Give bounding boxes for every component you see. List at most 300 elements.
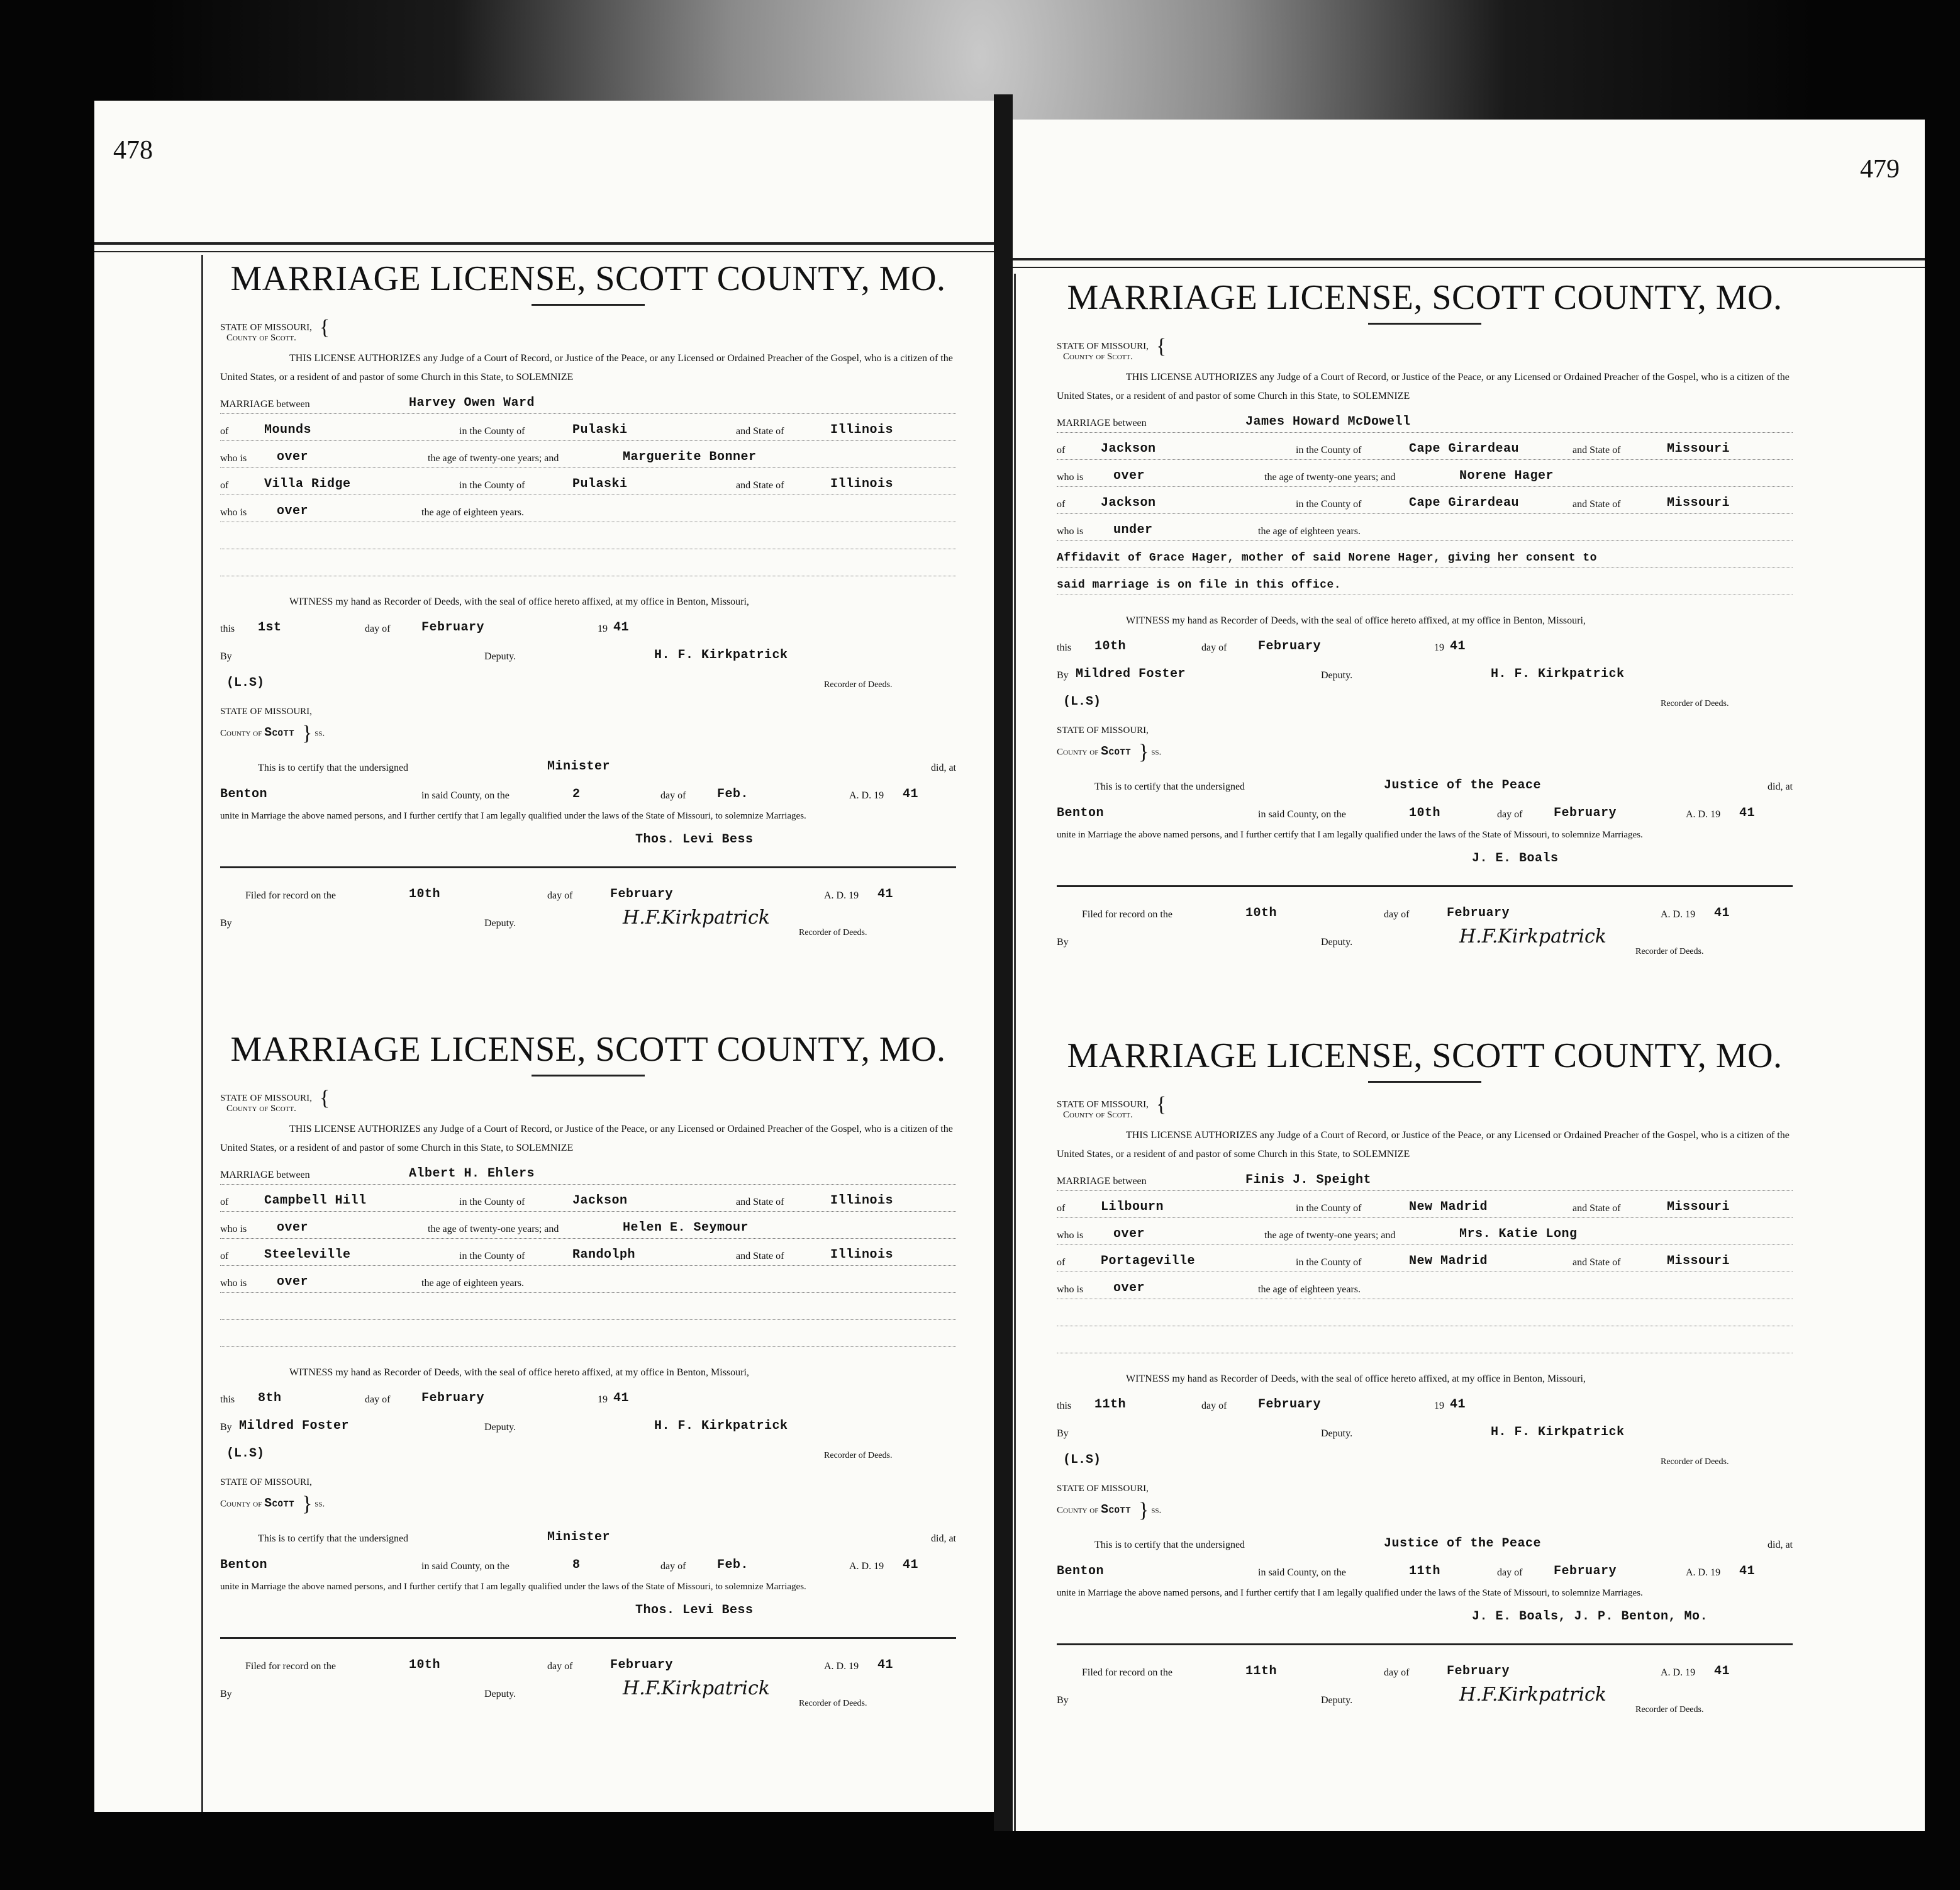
license-title: MARRIAGE LICENSE, SCOTT COUNTY, MO. [230, 1030, 946, 1069]
filed-label: Filed for record on the [1082, 909, 1172, 920]
recorder-signature-row [1057, 1416, 1793, 1444]
of-label: of [1057, 445, 1066, 456]
issue-date-row [220, 1382, 956, 1410]
seal-mark: (L.S) [1063, 1453, 1101, 1467]
brace-icon: { [319, 316, 330, 339]
unite-text: unite in Marriage the above named persons, and I further certify that I am legally qualified under the laws of the State of Missouri, to solemnize Marriages. [220, 811, 806, 821]
brace-icon: } [1139, 741, 1149, 764]
seal-mark: (L.S) [1063, 695, 1101, 709]
this-label: this [1057, 1401, 1072, 1411]
filed-day: 10th [409, 1658, 441, 1672]
filed-label: Filed for record on the [1082, 1667, 1172, 1678]
by-label: By [1057, 670, 1069, 681]
bride-age: over [277, 1275, 309, 1289]
unite-text: unite in Marriage the above named persons, and I further certify that I am legally qualified under the laws of the State of Missouri, to solemnize Marriages. [1057, 1588, 1643, 1598]
deputy-label: Deputy. [484, 651, 516, 662]
issued-day: 10th [1094, 639, 1127, 654]
of-label: of [220, 1251, 229, 1261]
who-is-label: who is [220, 507, 247, 518]
seal-mark: (L.S) [226, 1446, 265, 1461]
day-of-label: day of [1384, 909, 1410, 920]
state-of-label: and State of [1573, 499, 1621, 510]
note-text-1: Affidavit of Grace Hager, mother of said Norene Hager, giving her consent to [1057, 552, 1597, 564]
groom-town: Jackson [1101, 442, 1156, 456]
groom-age: over [277, 450, 309, 464]
officiant-name: J. E. Boals [1472, 851, 1559, 866]
license-title: MARRIAGE LICENSE, SCOTT COUNTY, MO. [1067, 1036, 1783, 1075]
note-line-2 [220, 1321, 956, 1347]
issued-month: February [421, 1391, 485, 1406]
certify-row [1057, 769, 1793, 797]
recorder-handwritten-signature: H.F.Kirkpatrick [1459, 1684, 1606, 1706]
bride-town: Jackson [1101, 496, 1156, 510]
by-label: By [220, 1422, 232, 1433]
married-day: 2 [572, 787, 581, 802]
issued-month: February [1258, 1397, 1322, 1412]
section-divider [220, 866, 956, 868]
groom-state: Illinois [830, 1194, 894, 1208]
married-month: Feb. [717, 787, 749, 802]
bride-name: Marguerite Bonner [623, 450, 757, 464]
groom-residence-row [220, 1186, 956, 1212]
of-label: of [1057, 1203, 1066, 1214]
state-label: STATE OF MISSOURI, [220, 707, 312, 717]
day-of-label: day of [1497, 809, 1523, 820]
county-of-label: in the County of [459, 426, 525, 437]
filed-year: 41 [877, 887, 894, 902]
state-label: STATE OF MISSOURI, [1057, 341, 1149, 352]
county-of-label: County of [220, 1499, 262, 1509]
groom-residence-row [1057, 1192, 1793, 1218]
groom-residence-row [1057, 434, 1793, 460]
certificate-heading [220, 707, 956, 744]
did-at-label: did, at [1768, 1540, 1793, 1550]
certificate-heading [1057, 1484, 1793, 1521]
year-prefix: 19 [1434, 1401, 1444, 1411]
officiant-title: Minister [547, 759, 611, 774]
note-line-2 [220, 551, 956, 576]
bride-town: Villa Ridge [264, 477, 351, 491]
license-record [220, 1030, 956, 1708]
county-of-label: in the County of [459, 1251, 525, 1261]
groom-age-row [1057, 461, 1793, 487]
filed-year: 41 [1714, 1664, 1730, 1679]
officiant-name: Thos. Levi Bess [635, 832, 754, 847]
deputy-label: Deputy. [1321, 670, 1353, 681]
groom-county: Jackson [572, 1194, 628, 1208]
issued-year: 41 [613, 1391, 630, 1406]
license-record [1057, 278, 1793, 956]
year-prefix: 19 [1434, 642, 1444, 653]
recorder-signature-row [1057, 658, 1793, 686]
issued-day: 11th [1094, 1397, 1127, 1412]
state-label: STATE OF MISSOURI, [1057, 1099, 1149, 1110]
filed-row [1057, 1655, 1793, 1683]
county-of-label: County of [220, 728, 262, 739]
filed-signature-row [1057, 1683, 1793, 1714]
recorder-name: H. F. Kirkpatrick [1491, 667, 1625, 681]
title-underline [532, 1075, 645, 1076]
by-label: By [220, 1689, 232, 1699]
title-underline [1368, 323, 1481, 325]
groom-town: Campbell Hill [264, 1194, 367, 1208]
day-of-label: day of [365, 623, 391, 634]
county-of-label: in the County of [1296, 1203, 1362, 1214]
groom-state: Illinois [830, 423, 894, 437]
married-year: 41 [903, 1558, 919, 1572]
marriage-date-row [220, 1549, 956, 1577]
marriage-date-row [1057, 1555, 1793, 1583]
certify-label: This is to certify that the undersigned [1094, 781, 1245, 792]
bride-residence-row [220, 1240, 956, 1266]
left-page [94, 101, 994, 1812]
state-label: STATE OF MISSOURI, [220, 1477, 312, 1487]
right-page [1013, 120, 1925, 1831]
groom-county: New Madrid [1409, 1200, 1488, 1214]
deputy-label: Deputy. [484, 1422, 516, 1433]
bride-age: over [277, 504, 309, 518]
note-line-1 [220, 523, 956, 549]
marriage-between-row [220, 388, 956, 414]
note-line-1 [1057, 542, 1793, 568]
county-label: County of Scott. [1063, 352, 1133, 362]
header-rule [94, 242, 994, 252]
deputy-label: Deputy. [484, 918, 516, 929]
bride-age-row [220, 496, 956, 522]
bride-residence-row [1057, 1246, 1793, 1272]
marriage-between-label: MARRIAGE between [220, 1170, 310, 1180]
seal-row [1057, 686, 1793, 713]
license-authorization-text: THIS LICENSE AUTHORIZES any Judge of a Court of Record, or Justice of the Peace, or any Licensed or Ordained Preacher of the Gospel, who is a citizen of the United States, or a resident of and pastor of some Church in this State, to SOLEMNIZE [1057, 372, 1790, 401]
ss-label: ss. [1151, 747, 1162, 758]
of-label: of [1057, 1257, 1066, 1268]
deputy-label: Deputy. [484, 1689, 516, 1699]
this-label: this [220, 1394, 235, 1405]
state-of-label: and State of [1573, 1257, 1621, 1268]
margin-line [1014, 274, 1016, 1831]
deputy-label: Deputy. [1321, 937, 1353, 948]
year-prefix: 19 [598, 623, 608, 634]
this-label: this [220, 623, 235, 634]
ad-filed-label: A. D. 19 [824, 890, 859, 901]
state-of-label: and State of [1573, 445, 1621, 456]
brace-icon: { [1155, 335, 1167, 358]
recorder-name: H. F. Kirkpatrick [654, 648, 788, 663]
marriage-place: Benton [1057, 1564, 1105, 1579]
ad-label: A. D. 19 [849, 790, 884, 801]
who-is-label: who is [1057, 1230, 1084, 1241]
recorder-handwritten-signature: H.F.Kirkpatrick [623, 1677, 770, 1699]
section-divider [1057, 1643, 1793, 1645]
deputy-name: Mildred Foster [239, 1419, 350, 1433]
marriage-between-label: MARRIAGE between [1057, 418, 1147, 428]
bride-residence-row [220, 469, 956, 495]
ss-label: ss. [315, 1499, 325, 1509]
marriage-place: Benton [220, 787, 268, 802]
bride-residence-row [1057, 488, 1793, 514]
married-month: February [1554, 806, 1617, 820]
county-of-label: in the County of [459, 1197, 525, 1207]
ad-filed-label: A. D. 19 [1661, 909, 1696, 920]
note-line-1 [220, 1294, 956, 1320]
filed-month: February [1447, 1664, 1510, 1679]
note-line-2 [1057, 569, 1793, 595]
note-line-1 [1057, 1300, 1793, 1326]
deputy-name: Mildred Foster [1076, 667, 1186, 681]
groom-town: Lilbourn [1101, 1200, 1164, 1214]
officiant-name: J. E. Boals, J. P. Benton, Mo. [1472, 1609, 1708, 1624]
who-is-label: who is [220, 453, 247, 464]
bride-age: over [1113, 1281, 1145, 1295]
groom-county: Cape Girardeau [1409, 442, 1520, 456]
county-label: County of Scott. [226, 1104, 296, 1114]
who-is-label: who is [220, 1278, 247, 1289]
license-title: MARRIAGE LICENSE, SCOTT COUNTY, MO. [1067, 278, 1783, 317]
married-day: 11th [1409, 1564, 1441, 1579]
bride-name: Norene Hager [1459, 469, 1554, 483]
bride-state: Missouri [1667, 1254, 1730, 1268]
officiant-title: Justice of the Peace [1384, 778, 1542, 793]
ss-label: ss. [315, 728, 325, 739]
bride-county: Pulaski [572, 477, 628, 491]
bride-age-row [1057, 515, 1793, 541]
bride-town: Portageville [1101, 1254, 1196, 1268]
day-of-label: day of [660, 790, 686, 801]
bride-age: under [1113, 523, 1153, 537]
issue-date-row [1057, 1389, 1793, 1416]
unite-text: unite in Marriage the above named persons, and I further certify that I am legally qualified under the laws of the State of Missouri, to solemnize Marriages. [1057, 830, 1643, 840]
certificate-county: Scott [1101, 1502, 1132, 1518]
issue-date-row [1057, 630, 1793, 658]
county-of-label: in the County of [459, 480, 525, 491]
groom-age-row [220, 442, 956, 468]
certificate-county: Scott [1101, 744, 1132, 759]
in-said-county-label: in said County, on the [421, 1561, 509, 1572]
witness-text: WITNESS my hand as Recorder of Deeds, with the seal of office hereto affixed, at my office in Benton, Missouri, [289, 596, 749, 607]
recorder-signature-row [220, 1410, 956, 1438]
groom-state: Missouri [1667, 1200, 1730, 1214]
groom-age: over [277, 1221, 309, 1235]
note-text-2: said marriage is on file in this office. [1057, 579, 1342, 591]
certify-row [220, 751, 956, 778]
state-of-label: and State of [736, 480, 784, 491]
groom-county: Pulaski [572, 423, 628, 437]
brace-icon: { [1155, 1093, 1167, 1116]
recorder-signature-row [220, 639, 956, 667]
issued-month: February [421, 620, 485, 635]
state-label: STATE OF MISSOURI, [1057, 725, 1149, 735]
ad-label: A. D. 19 [849, 1561, 884, 1572]
issued-year: 41 [613, 620, 630, 635]
in-said-county-label: in said County, on the [421, 790, 509, 801]
state-heading [220, 317, 956, 343]
license-authorization-text: THIS LICENSE AUTHORIZES any Judge of a Court of Record, or Justice of the Peace, or any Licensed or Ordained Preacher of the Gospel, who is a citizen of the United States, or a resident of and pastor of some Church in this State, to SOLEMNIZE [220, 353, 953, 383]
who-is-label: who is [1057, 472, 1084, 483]
county-label: County of Scott. [1063, 1110, 1133, 1120]
in-said-county-label: in said County, on the [1258, 809, 1346, 820]
issued-year: 41 [1450, 639, 1466, 654]
state-heading [1057, 336, 1793, 362]
day-of-label: day of [1201, 1401, 1227, 1411]
age-21-label: the age of twenty-one years; and [1264, 472, 1396, 483]
county-of-label: in the County of [1296, 445, 1362, 456]
bride-name: Helen E. Seymour [623, 1221, 749, 1235]
officiant-signature-row [220, 824, 956, 851]
ad-filed-label: A. D. 19 [1661, 1667, 1696, 1678]
of-label: of [220, 1197, 229, 1207]
marriage-date-row [1057, 797, 1793, 825]
groom-name: Harvey Owen Ward [409, 396, 535, 410]
page-number: 478 [113, 136, 153, 165]
groom-age-row [1057, 1219, 1793, 1245]
day-of-label: day of [365, 1394, 391, 1405]
witness-text: WITNESS my hand as Recorder of Deeds, with the seal of office hereto affixed, at my office in Benton, Missouri, [289, 1367, 749, 1378]
deputy-label: Deputy. [1321, 1695, 1353, 1706]
officiant-title: Minister [547, 1530, 611, 1545]
filed-label: Filed for record on the [245, 1661, 336, 1672]
marriage-date-row [220, 778, 956, 806]
groom-age: over [1113, 469, 1145, 483]
state-of-label: and State of [1573, 1203, 1621, 1214]
state-heading [1057, 1094, 1793, 1120]
groom-age: over [1113, 1227, 1145, 1241]
marriage-between-row [220, 1159, 956, 1185]
bride-county: New Madrid [1409, 1254, 1488, 1268]
filed-year: 41 [1714, 906, 1730, 920]
marriage-between-row [1057, 1165, 1793, 1191]
seal-row [220, 1438, 956, 1465]
certificate-county: Scott [264, 1496, 295, 1511]
marriage-place: Benton [1057, 806, 1105, 820]
bride-county: Randolph [572, 1248, 636, 1262]
officiant-signature-row [1057, 842, 1793, 870]
filed-signature-row [1057, 925, 1793, 956]
recorder-label: Recorder of Deeds. [799, 1699, 867, 1708]
by-label: By [220, 651, 232, 662]
age-21-label: the age of twenty-one years; and [1264, 1230, 1396, 1241]
page-number: 479 [1860, 155, 1900, 184]
ad-label: A. D. 19 [1686, 1567, 1721, 1578]
state-label: STATE OF MISSOURI, [1057, 1484, 1149, 1494]
groom-state: Missouri [1667, 442, 1730, 456]
brace-icon: } [1139, 1499, 1149, 1522]
filed-month: February [1447, 906, 1510, 920]
married-year: 41 [1739, 1564, 1756, 1579]
day-of-label: day of [547, 1661, 573, 1672]
book-gutter [994, 94, 1013, 1831]
groom-residence-row [220, 415, 956, 441]
note-line-2 [1057, 1328, 1793, 1353]
married-year: 41 [1739, 806, 1756, 820]
who-is-label: who is [1057, 1284, 1084, 1295]
certify-label: This is to certify that the undersigned [258, 1533, 409, 1544]
officiant-signature-row [220, 1594, 956, 1622]
issue-date-row [220, 612, 956, 639]
certify-label: This is to certify that the undersigned [1094, 1540, 1245, 1550]
married-month: February [1554, 1564, 1617, 1579]
who-is-label: who is [1057, 526, 1084, 537]
recorder-name: H. F. Kirkpatrick [1491, 1425, 1625, 1440]
recorder-label: Recorder of Deeds. [824, 1451, 893, 1460]
issued-year: 41 [1450, 1397, 1466, 1412]
filed-label: Filed for record on the [245, 890, 336, 901]
brace-icon: } [302, 1492, 313, 1516]
this-label: this [1057, 642, 1072, 653]
county-of-label: County of [1057, 1505, 1099, 1516]
bride-town: Steeleville [264, 1248, 351, 1262]
did-at-label: did, at [1768, 781, 1793, 792]
recorder-label: Recorder of Deeds. [1661, 699, 1729, 708]
bride-state: Missouri [1667, 496, 1730, 510]
marriage-between-label: MARRIAGE between [220, 399, 310, 410]
by-label: By [1057, 937, 1069, 948]
license-record [220, 259, 956, 937]
certificate-heading [220, 1478, 956, 1515]
county-label: County of Scott. [226, 333, 296, 343]
groom-age-row [220, 1213, 956, 1239]
age-18-label: the age of eighteen years. [421, 507, 525, 518]
age-21-label: the age of twenty-one years; and [428, 453, 559, 464]
issued-day: 1st [258, 620, 282, 635]
officiant-title: Justice of the Peace [1384, 1536, 1542, 1551]
officiant-signature-row [1057, 1601, 1793, 1628]
bride-county: Cape Girardeau [1409, 496, 1520, 510]
issued-month: February [1258, 639, 1322, 654]
filed-day: 10th [1245, 906, 1278, 920]
day-of-label: day of [1384, 1667, 1410, 1678]
of-label: of [220, 480, 229, 491]
header-rule [1013, 258, 1925, 268]
of-label: of [220, 426, 229, 437]
brace-icon: } [302, 722, 313, 745]
certificate-county: Scott [264, 725, 295, 741]
filed-day: 10th [409, 887, 441, 902]
marriage-between-row [1057, 407, 1793, 433]
margin-line [201, 255, 203, 1812]
bride-name: Mrs. Katie Long [1459, 1227, 1578, 1241]
recorder-label: Recorder of Deeds. [1661, 1457, 1729, 1467]
in-said-county-label: in said County, on the [1258, 1567, 1346, 1578]
filed-row [220, 878, 956, 906]
groom-town: Mounds [264, 423, 312, 437]
by-label: By [220, 918, 232, 929]
day-of-label: day of [547, 890, 573, 901]
certify-row [1057, 1528, 1793, 1555]
certify-label: This is to certify that the undersigned [258, 763, 409, 773]
brace-icon: { [319, 1087, 330, 1110]
filed-month: February [610, 1658, 674, 1672]
title-underline [1368, 1081, 1481, 1083]
county-of-label: County of [1057, 747, 1099, 758]
filed-month: February [610, 887, 674, 902]
groom-name: Albert H. Ehlers [409, 1166, 535, 1181]
witness-text: WITNESS my hand as Recorder of Deeds, with the seal of office hereto affixed, at my office in Benton, Missouri, [1126, 1373, 1586, 1384]
married-day: 10th [1409, 806, 1441, 820]
bride-state: Illinois [830, 477, 894, 491]
deputy-label: Deputy. [1321, 1428, 1353, 1439]
unite-text: unite in Marriage the above named persons, and I further certify that I am legally qualified under the laws of the State of Missouri, to solemnize Marriages. [220, 1582, 806, 1592]
filed-row [220, 1649, 956, 1677]
filed-signature-row [220, 1677, 956, 1708]
state-heading [220, 1088, 956, 1114]
seal-row [220, 667, 956, 695]
bride-state: Illinois [830, 1248, 894, 1262]
groom-name: Finis J. Speight [1245, 1173, 1372, 1187]
year-prefix: 19 [598, 1394, 608, 1405]
recorder-handwritten-signature: H.F.Kirkpatrick [1459, 925, 1606, 948]
officiant-name: Thos. Levi Bess [635, 1603, 754, 1618]
recorder-name: H. F. Kirkpatrick [654, 1419, 788, 1433]
